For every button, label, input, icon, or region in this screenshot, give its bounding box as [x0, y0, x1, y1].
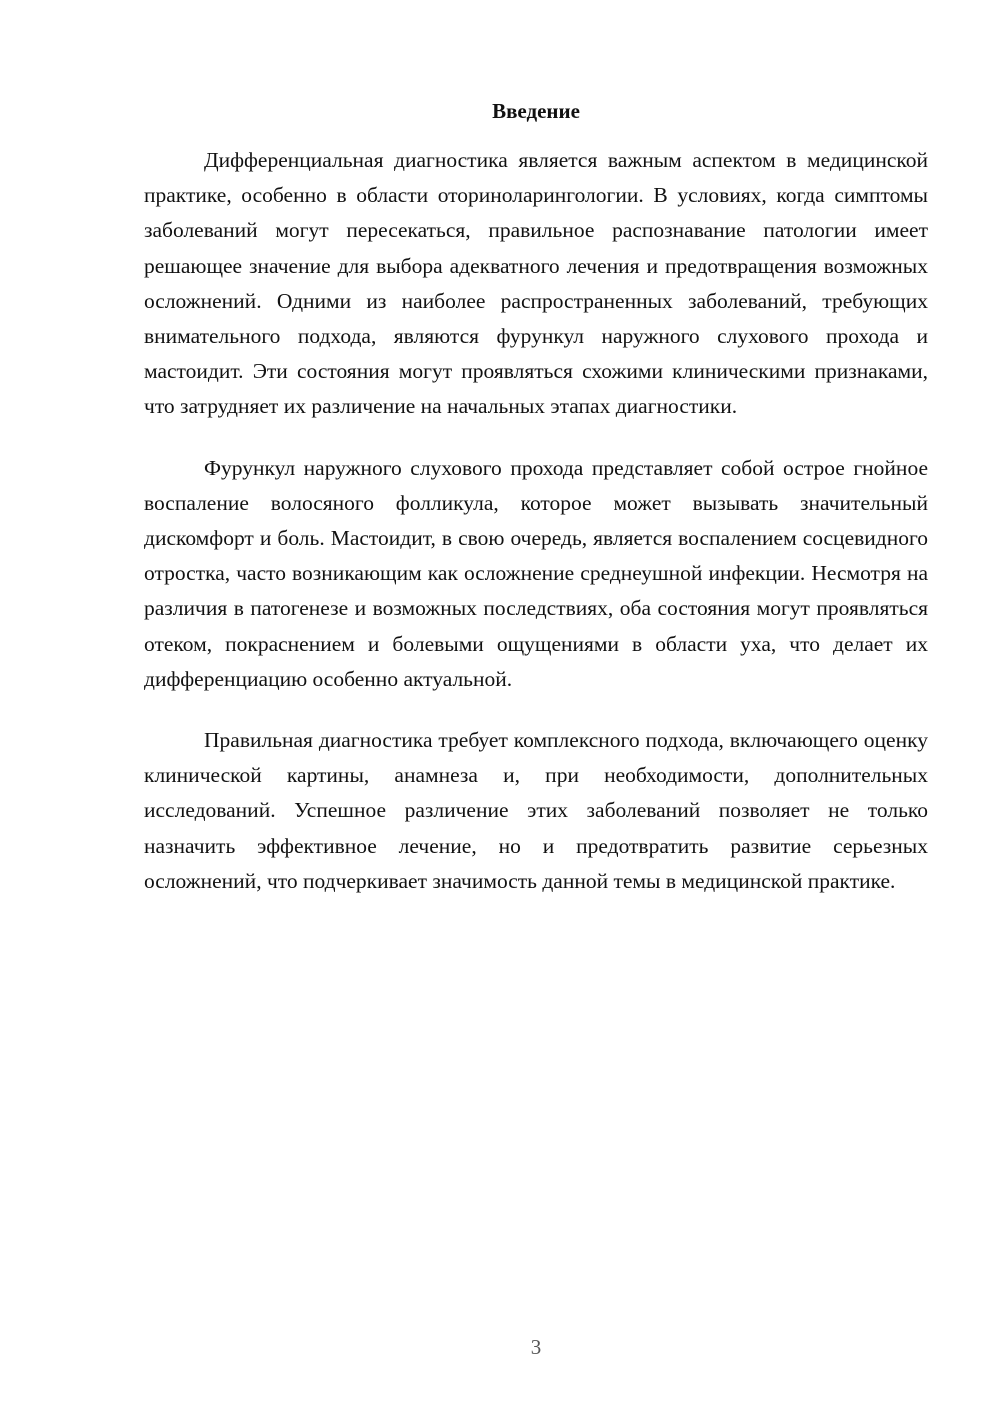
page-number: 3: [530, 1335, 542, 1359]
body-text: [144, 143, 928, 925]
section-heading: Введение: [492, 99, 580, 123]
paragraph-1: Дифференциальная диагностика является важным аспектом в медицинской практике, особенно в области оториноларингологии. В условиях, когда симптомы заболеваний могут пересекаться, правильное распознавание патологии имеет решающее значение для выбора адекватного лечения и предотвращения возможных осложнений. Одними из наиболее распространенных заболеваний, требующих внимательного подхода, являются фурункул наружного слухового прохода и мастоидит. Эти состояния могут проявляться схожими клиническими признаками, что затрудняет их различение на начальных этапах диагностики.: [144, 148, 928, 419]
paragraph-3: Правильная диагностика требует комплексного подхода, включающего оценку клинической картины, анамнеза и, при необходимости, дополнительных исследований. Успешное различение этих заболеваний позволяет не только назначить эффективное лечение, но и предотвратить развитие серьезных осложнений, что подчеркивает значимость данной темы в медицинской практике.: [144, 728, 928, 893]
paragraph-2: Фурункул наружного слухового прохода представляет собой острое гнойное воспаление волосяного фолликула, которое может вызывать значительный дискомфорт и боль. Мастоидит, в свою очередь, является воспалением сосцевидного отростка, часто возникающим как осложнение среднеушной инфекции. Несмотря на различия в патогенезе и возможных последствиях, оба состояния могут проявляться отеком, покраснением и болевыми ощущениями в области уха, что делает их дифференциацию особенно актуальной.: [144, 455, 928, 691]
